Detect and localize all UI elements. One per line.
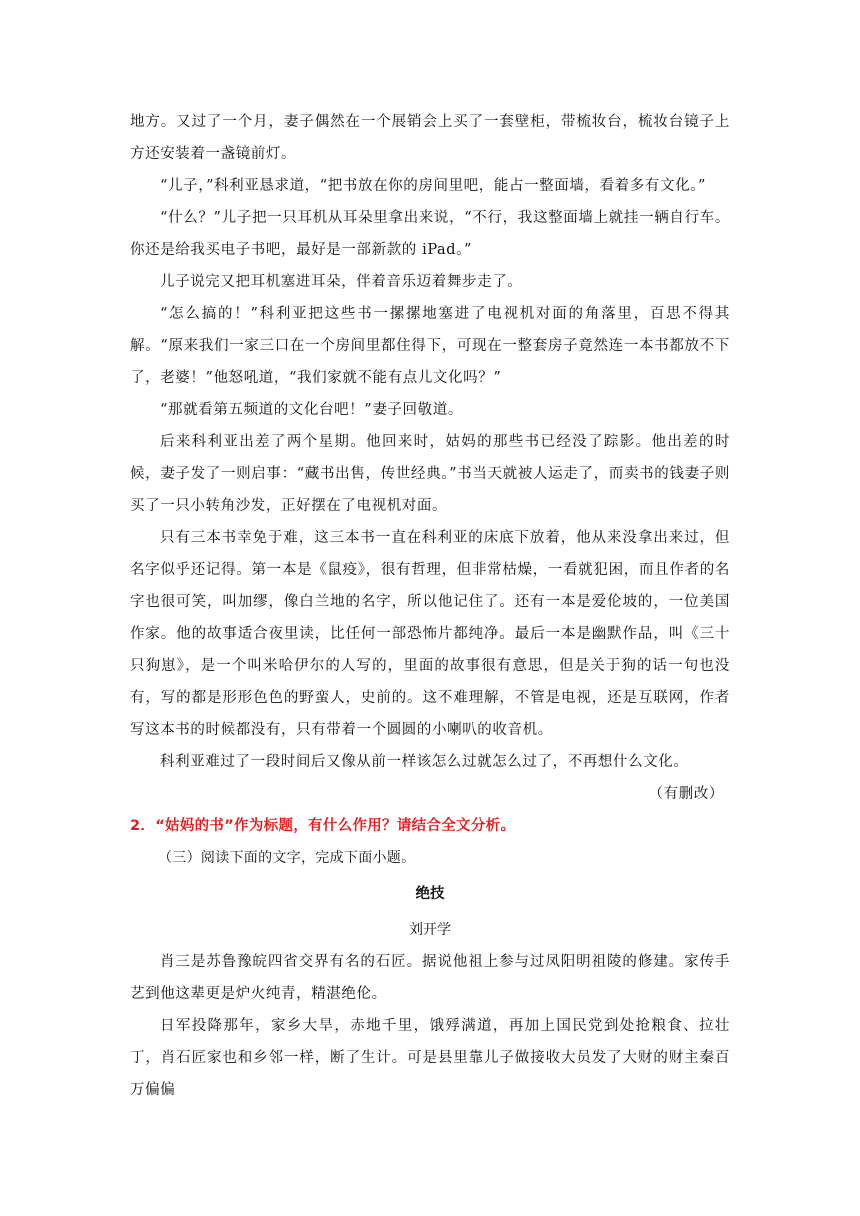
document-body	[130, 106, 730, 1106]
paragraph: 只有三本书幸免于难，这三本书一直在科利亚的床底下放着，他从来没拿出来过，但名字似乎还记得。第一本是《鼠疫》，很有哲理，但非常枯燥，一看就犯困，而且作者的名字也很可笑，叫加缪，像白兰地的名字，所以他记住了。还有一本是爱伦坡的，一位美国作家。他的故事适合夜里读，比任何一部恐怖片都纯净。最后一本是幽默作品，叫《三十只狗崽》，是一个叫米哈伊尔的人写的，里面的故事很有意思，但是关于狗的话一句也没有，写的都是形形色色的野蛮人，史前的。这不难理解，不管是电视，还是互联网，作者写这本书的时候都没有，只有带着一个圆圆的小喇叭的收音机。	[130, 530, 730, 738]
paragraph: “那就看第五频道的文化台吧！”妻子回敬道。	[160, 402, 463, 418]
paragraph: “儿子，”科利亚恳求道，“把书放在你的房间里吧，能占一整面墙，看着多有文化。”	[160, 178, 707, 194]
paragraph: 科利亚难过了一段时间后又像从前一样该怎么过就怎么过了，不再想什么文化。	[160, 754, 689, 770]
section-intro: （三）阅读下面的文字，完成下面小题。	[158, 850, 416, 866]
story-title: 绝技	[415, 886, 445, 902]
paragraph: “怎么搞的！”科利亚把这些书一摞摞地塞进了电视机对面的角落里，百思不得其解。“原来我们一家三口在一个房间里都住得下，可现在一整套房子竟然连一本书都放不下了，老婆！”他怒吼道，“我们家就不能有点儿文化吗？”	[130, 306, 730, 386]
story-author: 刘开学	[409, 922, 451, 938]
question-2: 2．“姑妈的书”作为标题，有什么作用？请结合全文分析。	[130, 818, 516, 834]
paragraph: 日军投降那年，家乡大旱，赤地千里，饿殍满道，再加上国民党到处抢粮食、拉壮丁，肖石匠家也和乡邻一样，断了生计。可是县里靠儿子做接收大员发了大财的财主秦百万偏偏	[130, 1018, 730, 1098]
paragraph: 地方。又过了一个月，妻子偶然在一个展销会上买了一套壁柜，带梳妆台，梳妆台镜子上方还安装着一盏镜前灯。	[130, 114, 730, 162]
paragraph: 儿子说完又把耳机塞进耳朵，伴着音乐迈着舞步走了。	[160, 274, 523, 290]
paragraph: “什么？”儿子把一只耳机从耳朵里拿出来说，“不行，我这整面墙上就挂一辆自行车。你还是给我买电子书吧，最好是一部新款的 iPad。”	[130, 210, 730, 258]
paragraph: 后来科利亚出差了两个星期。他回来时，姑妈的那些书已经没了踪影。他出差的时候，妻子发了一则启事：“藏书出售，传世经典。”书当天就被人运走了，而卖书的钱妻子则买了一只小转角沙发，正好摆在了电视机对面。	[130, 434, 730, 514]
revision-note: （有删改）	[648, 786, 724, 802]
paragraph: 肖三是苏鲁豫皖四省交界有名的石匠。据说他祖上参与过凤阳明祖陵的修建。家传手艺到他这辈更是炉火纯青，精湛绝伦。	[130, 954, 730, 1002]
